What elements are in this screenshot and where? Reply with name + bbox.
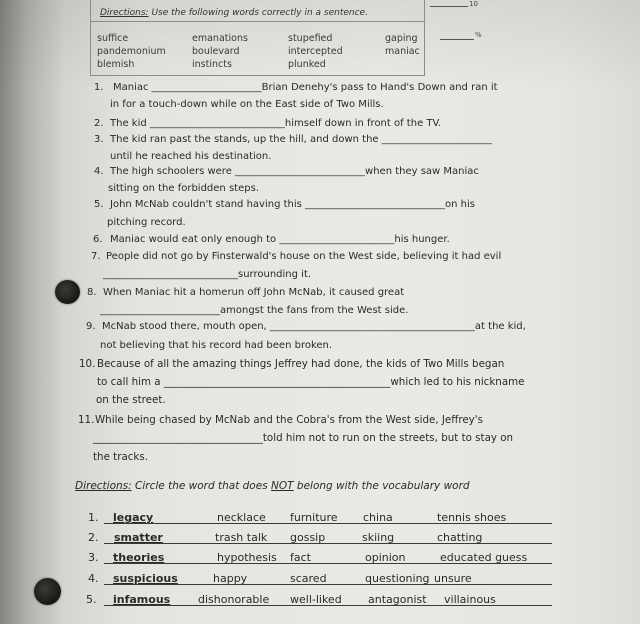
sentence-1-line-1: Maniac ______________________Brian Denehy's pass to Hand's Down and ran it	[113, 82, 498, 93]
directions-1-text: Use the following words correctly in a sentence.	[151, 8, 368, 18]
sentence-11-number: 11.	[78, 414, 95, 426]
sentence-4-line-2: sitting on the forbidden steps.	[108, 183, 259, 194]
word-bank-word: intercepted	[288, 46, 343, 57]
sentence-2-number: 2.	[94, 118, 104, 129]
sentence-4-line-1: The high schoolers were __________________________when they saw Maniac	[110, 166, 479, 177]
sentence-3-number: 3.	[94, 134, 104, 145]
directions-1-label: Directions:	[100, 8, 149, 18]
sentence-4-number: 4.	[94, 166, 104, 177]
vocab-row-2-number: 2.	[88, 531, 99, 544]
vocab-row-2-underline	[104, 543, 552, 544]
sentence-9-line-2: not believing that his record had been broken.	[100, 340, 333, 351]
punch-hole-lower	[34, 578, 61, 605]
vocab-row-4-choice-4: unsure	[434, 572, 472, 585]
word-bank-word: instincts	[192, 59, 232, 70]
sentence-3-line-1: The kid ran past the stands, up the hill, and down the ______________________	[110, 134, 492, 145]
vocab-row-2-word: smatter	[114, 531, 163, 544]
directions-1	[100, 7, 368, 19]
sentence-8-line-2: ________________________amongst the fans from the West side.	[100, 305, 409, 316]
vocab-row-2-choice-4: chatting	[437, 531, 483, 544]
sentence-1-line-2: in for a touch-down while on the East side of Two Mills.	[110, 99, 384, 110]
sentence-10-line-3: on the street.	[96, 394, 166, 406]
vocab-row-3-choice-1: hypothesis	[217, 551, 277, 564]
vocab-row-3-choice-3: opinion	[365, 551, 406, 564]
sentence-6-line-1: Maniac would eat only enough to _______________________his hunger.	[110, 234, 450, 245]
score-blank-line	[430, 6, 468, 7]
word-bank-word: maniac	[385, 46, 420, 57]
percent-sign: %	[475, 31, 482, 39]
vocab-row-1-choice-3: china	[363, 511, 393, 524]
vocab-row-5-word: infamous	[113, 593, 171, 606]
vocab-row-3-choice-4: educated guess	[440, 551, 528, 564]
word-bank-word: gaping	[385, 33, 418, 44]
sentence-8-number: 8.	[87, 287, 97, 298]
word-bank-word: suffice	[97, 33, 129, 44]
sentence-7-line-2: ___________________________surrounding it.	[103, 269, 312, 280]
sentence-11-line-1: While being chased by McNab and the Cobra's from the West side, Jeffrey's	[95, 414, 483, 426]
vocab-row-2-choice-1: trash talk	[215, 531, 268, 544]
word-bank-divider	[90, 21, 425, 22]
directions-2-text-after: belong with the vocabulary word	[296, 480, 470, 492]
sentence-9-line-1: McNab stood there, mouth open, _________________________________________at the kid,	[102, 321, 526, 332]
vocab-row-4-word: suspicious	[113, 572, 178, 585]
directions-2-label: Directions:	[75, 480, 132, 492]
word-bank-word: blemish	[97, 59, 135, 70]
vocab-row-1-word: legacy	[113, 511, 154, 524]
word-bank-word: boulevard	[192, 46, 240, 57]
vocab-row-5-choice-2: well-liked	[290, 593, 342, 606]
vocab-row-4-number: 4.	[88, 572, 99, 585]
score-total: 10	[469, 0, 478, 8]
vocab-row-5-choice-4: villainous	[444, 593, 496, 606]
vocab-row-1-choice-4: tennis shoes	[437, 511, 507, 524]
sentence-11-line-2: _________________________________told him not to run on the streets, but to stay on	[93, 432, 514, 444]
directions-2-emphasis: NOT	[271, 480, 294, 492]
sentence-8-line-1: When Maniac hit a homerun off John McNab, it caused great	[103, 287, 405, 298]
word-bank-word: pandemonium	[97, 46, 166, 57]
sentence-5-number: 5.	[94, 199, 104, 210]
word-bank-word: stupefied	[288, 33, 333, 44]
vocab-row-1-choice-2: furniture	[290, 511, 338, 524]
word-bank-word: plunked	[288, 59, 326, 70]
vocab-row-4-choice-1: happy	[213, 572, 248, 585]
directions-2	[75, 480, 470, 493]
sentence-7-number: 7.	[91, 251, 101, 262]
vocab-row-5-number: 5.	[86, 593, 97, 606]
word-bank-word: emanations	[192, 33, 248, 44]
vocab-row-5-choice-1: dishonorable	[198, 593, 270, 606]
vocab-row-1-choice-1: necklace	[217, 511, 266, 524]
sentence-9-number: 9.	[86, 321, 96, 332]
sentence-3-line-2: until he reached his destination.	[110, 151, 272, 162]
sentence-2-line-1: The kid ___________________________himself down in front of the TV.	[110, 118, 442, 129]
punch-hole-upper	[55, 280, 80, 304]
sentence-5-line-1: John McNab couldn't stand having this ____________________________on his	[110, 199, 475, 210]
vocab-row-4-choice-2: scared	[290, 572, 327, 585]
vocab-row-3-word: theories	[113, 551, 165, 564]
sentence-6-number: 6.	[93, 234, 103, 245]
percent-blank-line	[440, 39, 474, 40]
sentence-1-number: 1.	[94, 82, 104, 93]
sentence-10-number: 10.	[79, 358, 96, 370]
vocab-row-2-choice-2: gossip	[290, 531, 326, 544]
sentence-5-line-2: pitching record.	[107, 217, 186, 228]
sentence-10-line-1: Because of all the amazing things Jeffrey had done, the kids of Two Mills began	[97, 358, 505, 370]
vocab-row-2-choice-3: skiing	[362, 531, 395, 544]
vocab-row-3-number: 3.	[88, 551, 99, 564]
vocab-row-3-choice-2: fact	[290, 551, 311, 564]
sentence-7-line-1: People did not go by Finsterwald's house on the West side, believing it had evil	[106, 251, 502, 262]
sentence-11-line-3: the tracks.	[93, 451, 149, 463]
sentence-10-line-2: to call him a ____________________________________________which led to his nickname	[97, 376, 525, 388]
vocab-row-1-number: 1.	[88, 511, 99, 524]
vocab-row-4-choice-3: questioning	[365, 572, 430, 585]
directions-2-text-before: Circle the word that does	[135, 480, 268, 492]
vocab-row-5-choice-3: antagonist	[368, 593, 427, 606]
